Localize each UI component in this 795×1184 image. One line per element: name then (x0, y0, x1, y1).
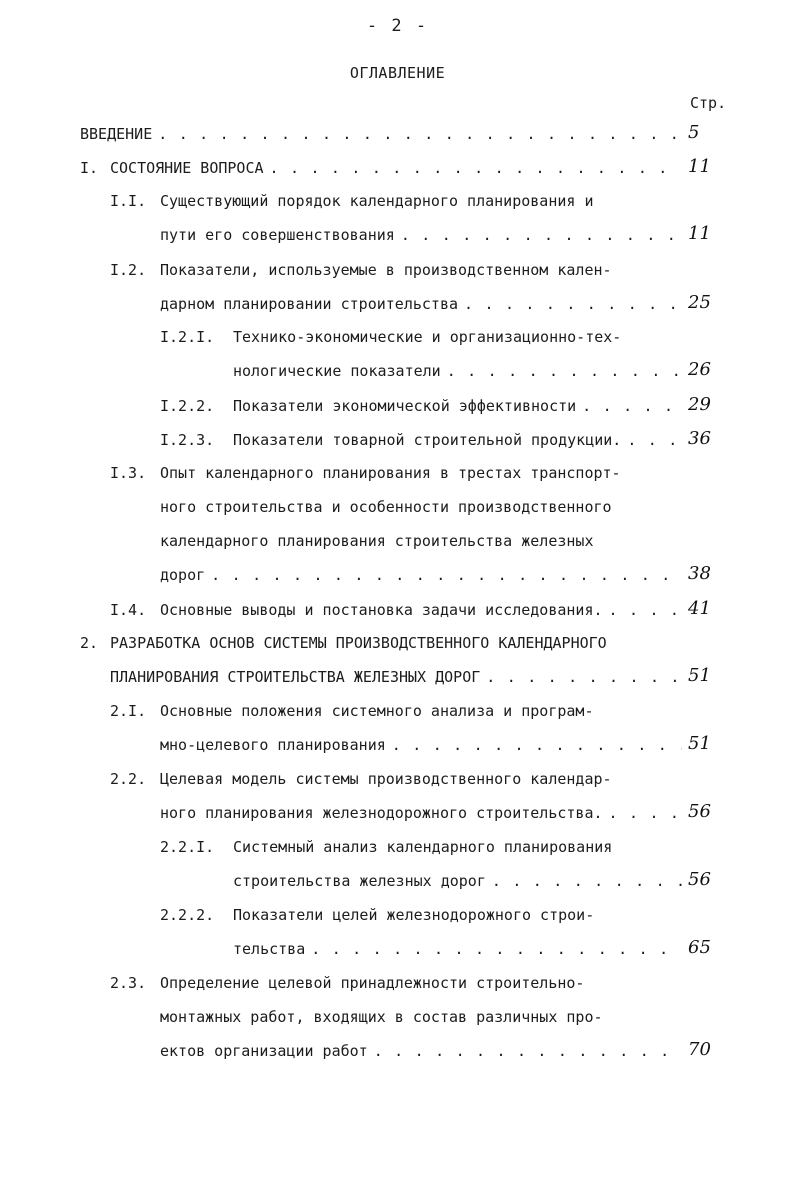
toc-entry-text: РАЗРАБОТКА ОСНОВ СИСТЕМЫ ПРОИЗВОДСТВЕННОГО КАЛЕНДАРНОГО (110, 634, 607, 652)
toc-entry-page: 11 (688, 156, 711, 177)
toc-entry-line (233, 359, 686, 383)
toc-entry-text: Основные выводы и постановка задачи исследования. (160, 601, 603, 619)
toc-entry-line (160, 495, 612, 519)
toc-entry-number: I.3. (110, 464, 147, 482)
toc-entry-page: 51 (688, 665, 711, 686)
dot-leader (211, 563, 682, 587)
toc-entry-line (110, 631, 607, 655)
toc-entry-text: ного строительства и особенности производственного (160, 498, 612, 516)
dot-leader (609, 801, 682, 825)
toc-entry-line (233, 428, 686, 452)
toc-entry-line (80, 122, 686, 146)
toc-entry-line (233, 835, 612, 859)
dot-leader (627, 428, 682, 452)
dot-leader (447, 359, 682, 383)
dot-leader (492, 869, 682, 893)
toc-entry-line (233, 325, 621, 349)
toc-entry-text: дорог (160, 566, 206, 584)
toc-entry-line (160, 971, 584, 995)
toc-entry-page: 41 (688, 598, 711, 619)
toc-entry-text: тельства (233, 940, 306, 958)
toc-entry-number: I.2. (110, 261, 147, 279)
dot-leader (464, 292, 682, 316)
toc-entry-page: 11 (688, 223, 711, 244)
toc-entry-line (110, 156, 686, 180)
toc-entry-page: 36 (688, 428, 711, 449)
toc-entry-text: Основные положения системного анализа и програм- (160, 702, 594, 720)
toc-entry-text: Определение целевой принадлежности строительно- (160, 974, 585, 992)
toc-entry-line (233, 937, 686, 961)
toc-entry-page: 29 (688, 394, 711, 415)
dot-leader (609, 598, 682, 622)
dot-leader (374, 1039, 682, 1063)
toc-entry-text: нологические показатели (233, 362, 441, 380)
toc-entry-number: I.I. (110, 192, 147, 210)
toc-entry-page: 25 (688, 292, 711, 313)
toc-entry-number: 2.I. (110, 702, 147, 720)
toc-entry-line (160, 258, 612, 282)
toc-entry-text: Показатели товарной строительной продукции. (233, 431, 622, 449)
dot-leader (392, 733, 682, 757)
toc-entry-text: ПЛАНИРОВАНИЯ СТРОИТЕЛЬСТВА ЖЕЛЕЗНЫХ ДОРОГ (110, 668, 481, 686)
toc-entry-number: I.2.3. (160, 431, 215, 449)
toc-entry-line (233, 869, 686, 893)
toc-entry-text: Показатели, используемые в производственном кален- (160, 261, 612, 279)
toc-entry-line (160, 1005, 603, 1029)
toc-entry-line (160, 529, 593, 553)
toc-entry-text: строительства железных дорог (233, 872, 486, 890)
dot-leader (270, 156, 682, 180)
toc-entry-line (160, 598, 686, 622)
toc-entry-text: пути его совершенствования (160, 226, 395, 244)
toc-entry-text: Показатели экономической эффективности (233, 397, 577, 415)
toc-entry-line (160, 461, 621, 485)
toc-entry-text: Существующий порядок календарного планирования и (160, 192, 594, 210)
toc-entry-number: 2. (80, 634, 99, 652)
toc-entry-text: мно-целевого планирования (160, 736, 386, 754)
toc-entry-page: 5 (688, 122, 700, 143)
toc-entry-number: I.4. (110, 601, 147, 619)
dot-leader (401, 223, 682, 247)
toc-entry-page: 26 (688, 359, 711, 380)
toc-entry-line (160, 563, 686, 587)
toc-entry-text: Технико-экономические и организационно-тех- (233, 328, 622, 346)
toc-entry-page: 51 (688, 733, 711, 754)
toc-entry-page: 70 (688, 1039, 711, 1060)
toc-entry-page: 56 (688, 801, 711, 822)
toc-entry-text: монтажных работ, входящих в состав различных про- (160, 1008, 603, 1026)
toc-entry-text: СОСТОЯНИЕ ВОПРОСА (110, 159, 264, 177)
toc-entry-line (233, 394, 686, 418)
toc-title: ОГЛАВЛЕНИЕ (349, 64, 446, 82)
toc-entry-line (160, 767, 612, 791)
toc-entry-page: 65 (688, 937, 711, 958)
toc-entry-number: 2.3. (110, 974, 147, 992)
toc-entry-line (160, 189, 593, 213)
toc-entry-page: 38 (688, 563, 711, 584)
toc-entry-text: Опыт календарного планирования в трестах транспорт- (160, 464, 621, 482)
toc-entry-line (160, 223, 686, 247)
toc-entry-number: 2.2. (110, 770, 147, 788)
dot-leader (158, 122, 682, 146)
dot-leader (582, 394, 682, 418)
toc-entry-number: 2.2.I. (160, 838, 215, 856)
toc-entry-line (110, 665, 686, 689)
toc-entry-text: календарного планирования строительства железных (160, 532, 594, 550)
toc-entry-line (233, 903, 594, 927)
toc-entry-line (160, 733, 686, 757)
toc-entry-text: дарном планировании строительства (160, 295, 459, 313)
toc-entry-line (160, 699, 593, 723)
toc-entry-number: I. (80, 159, 99, 177)
toc-entry-text: Системный анализ календарного планирования (233, 838, 613, 856)
toc-entry-text: Показатели целей железнодорожного строи- (233, 906, 595, 924)
toc-entry-page: 56 (688, 869, 711, 890)
page-column-label: Стр. (690, 94, 727, 112)
toc-entry-line (160, 801, 686, 825)
toc-entry-line (160, 292, 686, 316)
toc-entry-number: I.2.2. (160, 397, 215, 415)
toc-entry-text: ВВЕДЕНИЕ (80, 125, 153, 143)
dot-leader (311, 937, 682, 961)
toc-entry-text: Целевая модель системы производственного календар- (160, 770, 612, 788)
toc-entry-number: I.2.I. (160, 328, 215, 346)
dot-leader (486, 665, 682, 689)
page-number: - 2 - (366, 16, 429, 36)
toc-entry-line (160, 1039, 686, 1063)
toc-entry-number: 2.2.2. (160, 906, 215, 924)
toc-entry-text: ектов организации работ (160, 1042, 368, 1060)
toc-entry-text: ного планирования железнодорожного строительства. (160, 804, 603, 822)
